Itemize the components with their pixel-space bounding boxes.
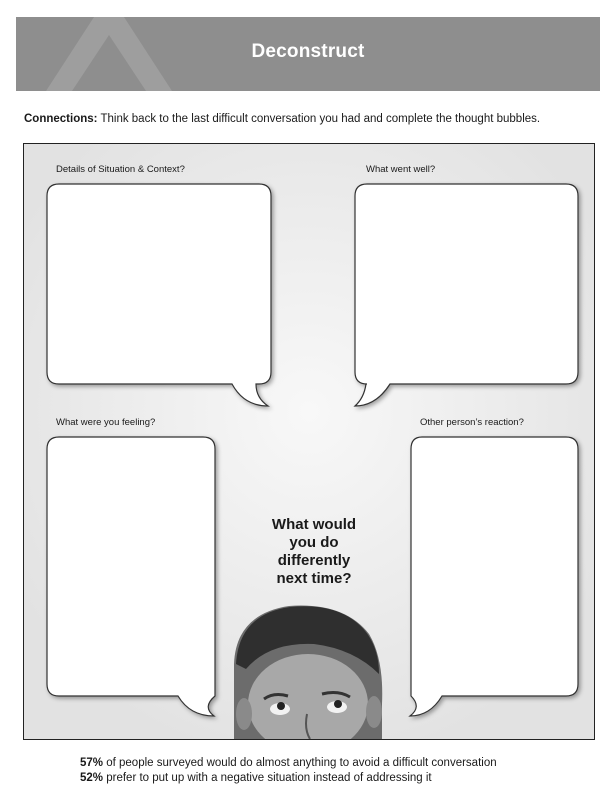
statistics [80, 756, 497, 786]
stat-line [80, 771, 497, 786]
bubble-label-reaction: Other person’s reaction? [420, 417, 524, 428]
thought-bubble-reaction[interactable] [410, 437, 578, 716]
stat-line [80, 756, 497, 771]
bubble-label-situation: Details of Situation & Context? [56, 164, 185, 175]
thought-bubble-panel [23, 143, 595, 740]
bubble-label-went-well: What went well? [366, 164, 436, 175]
stat-value: 57% [80, 757, 104, 769]
connections-text: Think back to the last difficult conversation you had and complete the thought bubbles. [97, 113, 541, 125]
thought-bubble-feeling[interactable] [47, 437, 215, 716]
bubble-label-feeling: What were you feeling? [56, 417, 156, 428]
page-title: Deconstruct [251, 41, 365, 62]
reflection-question [249, 516, 379, 588]
thought-bubble-situation[interactable] [47, 184, 271, 406]
thought-bubble-went-well[interactable] [355, 184, 578, 406]
connections-lead: Connections: [24, 113, 98, 125]
stat-text: of people surveyed would do almost anything to avoid a difficult conversation [103, 757, 497, 769]
connections-instruction [24, 113, 594, 125]
question-line: differently [277, 552, 351, 569]
question-line: next time? [276, 570, 352, 587]
stat-value: 52% [80, 772, 104, 784]
page-header [16, 17, 600, 91]
question-line: What would [271, 516, 357, 533]
man-looking-up-illustration [234, 606, 382, 739]
stat-text: prefer to put up with a negative situation instead of addressing it [103, 772, 432, 784]
question-line: you do [289, 534, 339, 551]
